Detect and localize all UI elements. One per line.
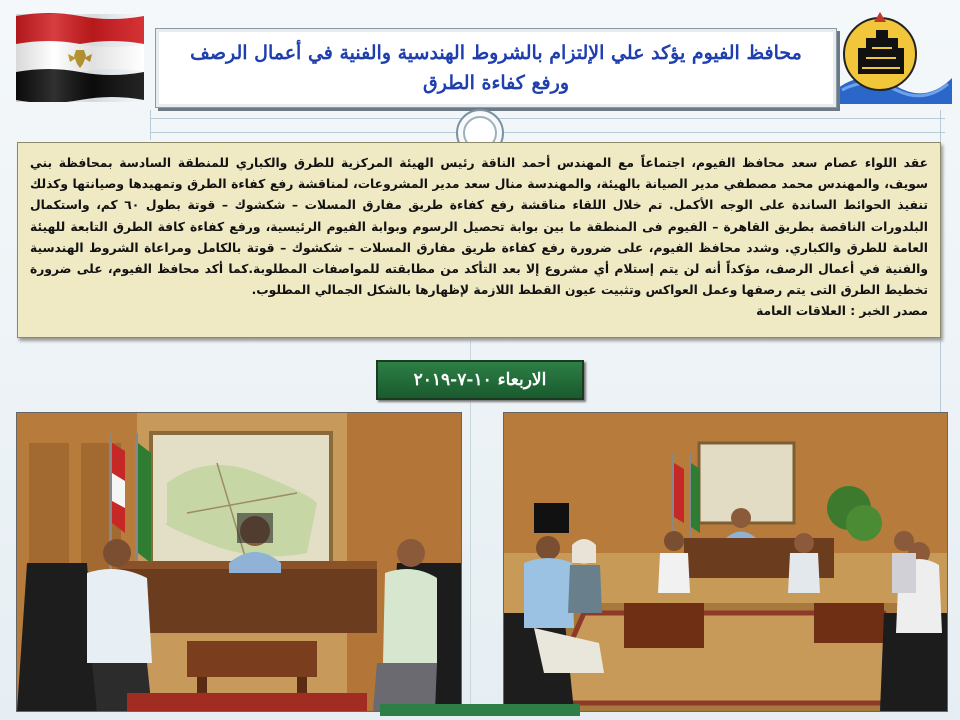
bottom-accent-bar <box>380 704 580 716</box>
meeting-photo-right <box>503 412 948 712</box>
egypt-flag-image <box>14 10 146 102</box>
article-body: عقد اللواء عصام سعد محافظ الفيوم، اجتماعاً مع المهندس أحمد الناقة رئيس الهيئة المركزية للطرق والكباري للمنطقة السادسة بمحافظة بني سويف، والمهندس محمد مصطفي مدير الصيانة بالهيئة، والمهندسة منال سعد مدير المشروعات، لمناقشة رفع كفاءة الطرق وتمهيدها وصيانتها وكذلك تنفيذ الحوائط الساندة على الوجه الأكمل. تم خلال اللقاء مناقشة رفع كفاءة طريق مفارق المسلات – شكشوك – قوتة بطول ٦٠ كم، واستكمال البلدورات الناقصة بطريق القاهرة – الفيوم فى المنطقة ما بين بوابة تحصيل الرسوم وبوابة الفيوم الرئيسية، ورفع كفاءة كافة الطرق التابعة للهيئة العامة للطرق والكباري. وشدد محافظ الفيوم، على ضرورة رفع كفاءة طريق مفارق المسلات – شكشوك – قوتة بالكامل ومراعاة الشروط الهندسية والفنية في أعمال الرصف، مؤكداً أنه لن يتم إستلام أي مشروع إلا بعد التأكد من مطابقته للمواصفات المطلوبة.كما أكد محافظ الفيوم، على ضرورة تخطيط الطرق التى يتم رصفها وعمل العواكس وتثبيت عيون القطط اللازمة لإظهارها بالشكل الجمالي المطلوب. <box>30 156 928 298</box>
divider-line <box>150 118 945 119</box>
divider-line <box>150 110 151 140</box>
date-label: الاربعاء ١٠-٧-٢٠١٩ <box>413 370 547 390</box>
fayoum-logo <box>836 8 952 104</box>
date-banner <box>376 360 584 400</box>
headline: محافظ الفيوم يؤكد علي الإلتزام بالشروط الهندسية والفنية في أعمال الرصف ورفع كفاءة الطرق <box>190 42 802 94</box>
article-source: مصدر الخبر : العلاقات العامة <box>756 304 928 319</box>
article-panel <box>17 142 941 338</box>
meeting-photo-left <box>16 412 462 712</box>
headline-box <box>155 28 837 108</box>
divider-line <box>150 132 945 133</box>
